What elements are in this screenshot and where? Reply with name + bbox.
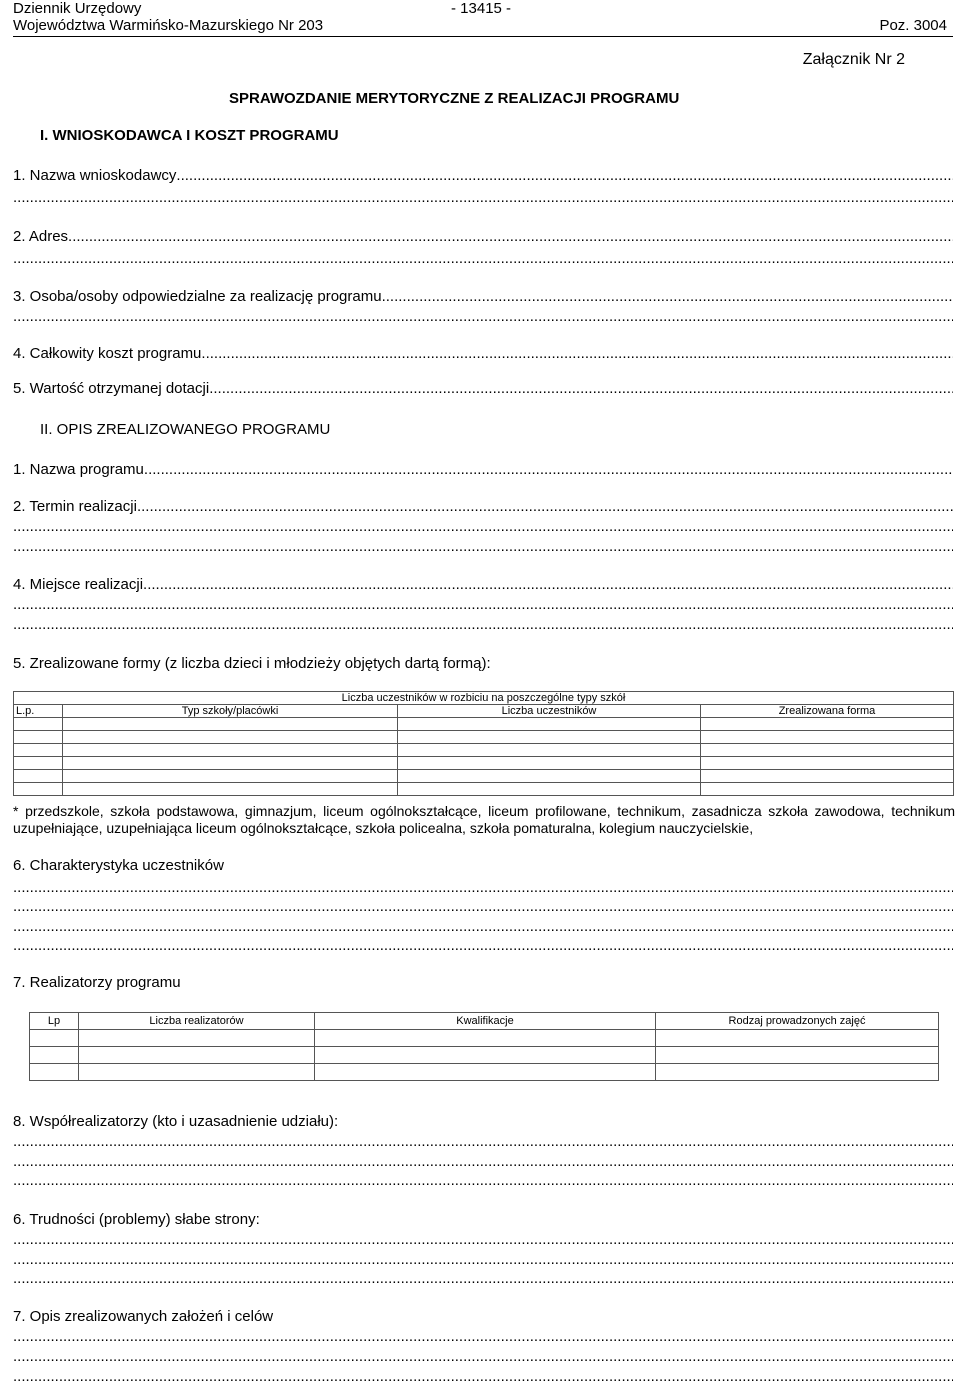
document-title: SPRAWOZDANIE MERYTORYCZNE Z REALIZACJI PROGRAMU — [229, 90, 680, 107]
field-label: 4. Całkowity koszt programu — [13, 345, 202, 362]
table-cell[interactable] — [14, 731, 63, 744]
total-cost-field[interactable] — [13, 345, 953, 363]
table-cell[interactable] — [701, 770, 954, 783]
field-label: 1. Nazwa wnioskodawcy — [13, 167, 177, 184]
table-cell[interactable] — [63, 718, 398, 731]
table-cell[interactable] — [701, 757, 954, 770]
header-school-type: Typ szkoły/placówki — [63, 705, 398, 718]
table-cell[interactable] — [30, 1047, 79, 1064]
difficulties-label: 6. Trudności (problemy) słabe strony: — [13, 1211, 260, 1228]
header-participant-count: Liczba uczestników — [398, 705, 701, 718]
co-realizers-label: 8. Współrealizatorzy (kto i uzasadnienie udziału): — [13, 1113, 339, 1130]
table-cell[interactable] — [315, 1030, 656, 1047]
table-row — [30, 1047, 939, 1064]
program-name-field[interactable] — [13, 461, 953, 479]
dotted-line[interactable] — [13, 898, 953, 916]
dotted-line[interactable] — [13, 1251, 953, 1269]
dotted-line — [13, 596, 953, 614]
table-cell[interactable] — [398, 731, 701, 744]
realizers-label: 7. Realizatorzy programu — [13, 974, 181, 991]
participants-table — [13, 691, 954, 796]
table-row — [14, 757, 954, 770]
table-cell[interactable] — [656, 1064, 939, 1081]
field-label: 3. Osoba/osoby odpowiedzialne za realizację programu — [13, 288, 382, 305]
header-lp: L.p. — [14, 705, 63, 718]
goals-description-label: 7. Opis zrealizowanych założeń i celów — [13, 1308, 274, 1325]
attachment-label: Załącznik Nr 2 — [802, 51, 905, 68]
table-cell[interactable] — [398, 757, 701, 770]
field-label: 2. Adres — [13, 228, 69, 245]
header-activity-type: Rodzaj prowadzonych zajęć — [656, 1013, 939, 1030]
table-cell[interactable] — [398, 718, 701, 731]
field-label: 4. Miejsce realizacji — [13, 576, 144, 593]
table-cell[interactable] — [14, 757, 63, 770]
table-cell[interactable] — [398, 783, 701, 796]
journal-name: Dziennik Urzędowy — [13, 0, 142, 17]
table-row — [14, 783, 954, 796]
table-cell[interactable] — [14, 770, 63, 783]
dotted-line[interactable] — [13, 937, 953, 955]
table-row — [14, 718, 954, 731]
page-number: - 13415 - — [451, 0, 512, 17]
dotted-line — [13, 616, 953, 634]
table-cell[interactable] — [656, 1047, 939, 1064]
dotted-line[interactable] — [13, 1328, 953, 1346]
region-name: Województwa Warmińsko-Mazurskiego Nr 203 — [13, 17, 324, 34]
school-types-footnote: * przedszkole, szkoła podstawowa, gimnazjum, liceum ogólnokształcące, liceum profilowane, technikum, zasadnicza szkoła zawodowa, technikum uzupełniające, uzupełniająca liceum ogólnokształcące, szkoła policealna, szkoła pomaturalna, kolegium nauczycielskie, — [13, 803, 955, 836]
table-cell[interactable] — [701, 731, 954, 744]
address-field[interactable] — [13, 228, 953, 246]
table-cell[interactable] — [14, 718, 63, 731]
table-cell[interactable] — [398, 744, 701, 757]
table-row — [30, 1030, 939, 1047]
position-number: Poz. 3004 — [879, 17, 947, 34]
responsible-persons-field[interactable] — [13, 288, 953, 306]
field-label: 5. Wartość otrzymanej dotacji — [13, 380, 210, 397]
header-lp: Lp — [30, 1013, 79, 1030]
table-cell[interactable] — [30, 1030, 79, 1047]
table-cell[interactable] — [315, 1047, 656, 1064]
grant-value-field[interactable] — [13, 380, 953, 398]
table-row — [30, 1064, 939, 1081]
section1-heading: I. WNIOSKODAWCA I KOSZT PROGRAMU — [40, 127, 339, 144]
participants-characteristics-label: 6. Charakterystyka uczestników — [13, 857, 224, 874]
field-label: 2. Termin realizacji — [13, 498, 137, 515]
table-cell[interactable] — [656, 1030, 939, 1047]
table-row — [14, 744, 954, 757]
term-field[interactable] — [13, 498, 953, 516]
table-cell[interactable] — [63, 757, 398, 770]
dotted-line — [13, 538, 953, 556]
header-realizer-count: Liczba realizatorów — [79, 1013, 315, 1030]
table-cell[interactable] — [14, 783, 63, 796]
dotted-line — [13, 189, 953, 207]
dotted-line — [13, 518, 953, 536]
table-row — [14, 731, 954, 744]
table-row — [14, 770, 954, 783]
table-cell[interactable] — [79, 1030, 315, 1047]
dotted-line[interactable] — [13, 1348, 953, 1366]
dotted-line — [13, 308, 953, 326]
table-cell[interactable] — [63, 744, 398, 757]
dotted-line[interactable] — [13, 1231, 953, 1249]
table-cell[interactable] — [79, 1047, 315, 1064]
table-cell[interactable] — [398, 770, 701, 783]
dotted-line[interactable] — [13, 1133, 953, 1151]
table-cell[interactable] — [30, 1064, 79, 1081]
table-cell[interactable] — [701, 744, 954, 757]
table-cell[interactable] — [701, 718, 954, 731]
dotted-line[interactable] — [13, 918, 953, 936]
section2-heading: II. OPIS ZREALIZOWANEGO PROGRAMU — [40, 421, 331, 438]
dotted-line[interactable] — [13, 1270, 953, 1288]
table-cell[interactable] — [63, 770, 398, 783]
table-cell[interactable] — [79, 1064, 315, 1081]
table-cell[interactable] — [14, 744, 63, 757]
header-rule — [13, 36, 953, 37]
table-cell[interactable] — [701, 783, 954, 796]
location-field[interactable] — [13, 576, 953, 594]
realizers-table — [29, 1012, 939, 1081]
dotted-line — [13, 250, 953, 268]
field-label: 1. Nazwa programu — [13, 461, 144, 478]
dotted-line[interactable] — [13, 1172, 953, 1190]
table-cell[interactable] — [315, 1064, 656, 1081]
header-qualifications: Kwalifikacje — [315, 1013, 656, 1030]
applicant-name-field[interactable] — [13, 167, 953, 185]
header-realized-form: Zrealizowana forma — [701, 705, 954, 718]
table-cell[interactable] — [63, 783, 398, 796]
participants-table-caption: Liczba uczestników w rozbiciu na poszczególne typy szkół — [14, 692, 954, 705]
dotted-line[interactable] — [13, 879, 953, 897]
table-cell[interactable] — [63, 731, 398, 744]
dotted-line[interactable] — [13, 1153, 953, 1171]
forms-label: 5. Zrealizowane formy (z liczba dzieci i młodzieży objętych dartą formą): — [13, 655, 491, 672]
dotted-line[interactable] — [13, 1368, 953, 1386]
